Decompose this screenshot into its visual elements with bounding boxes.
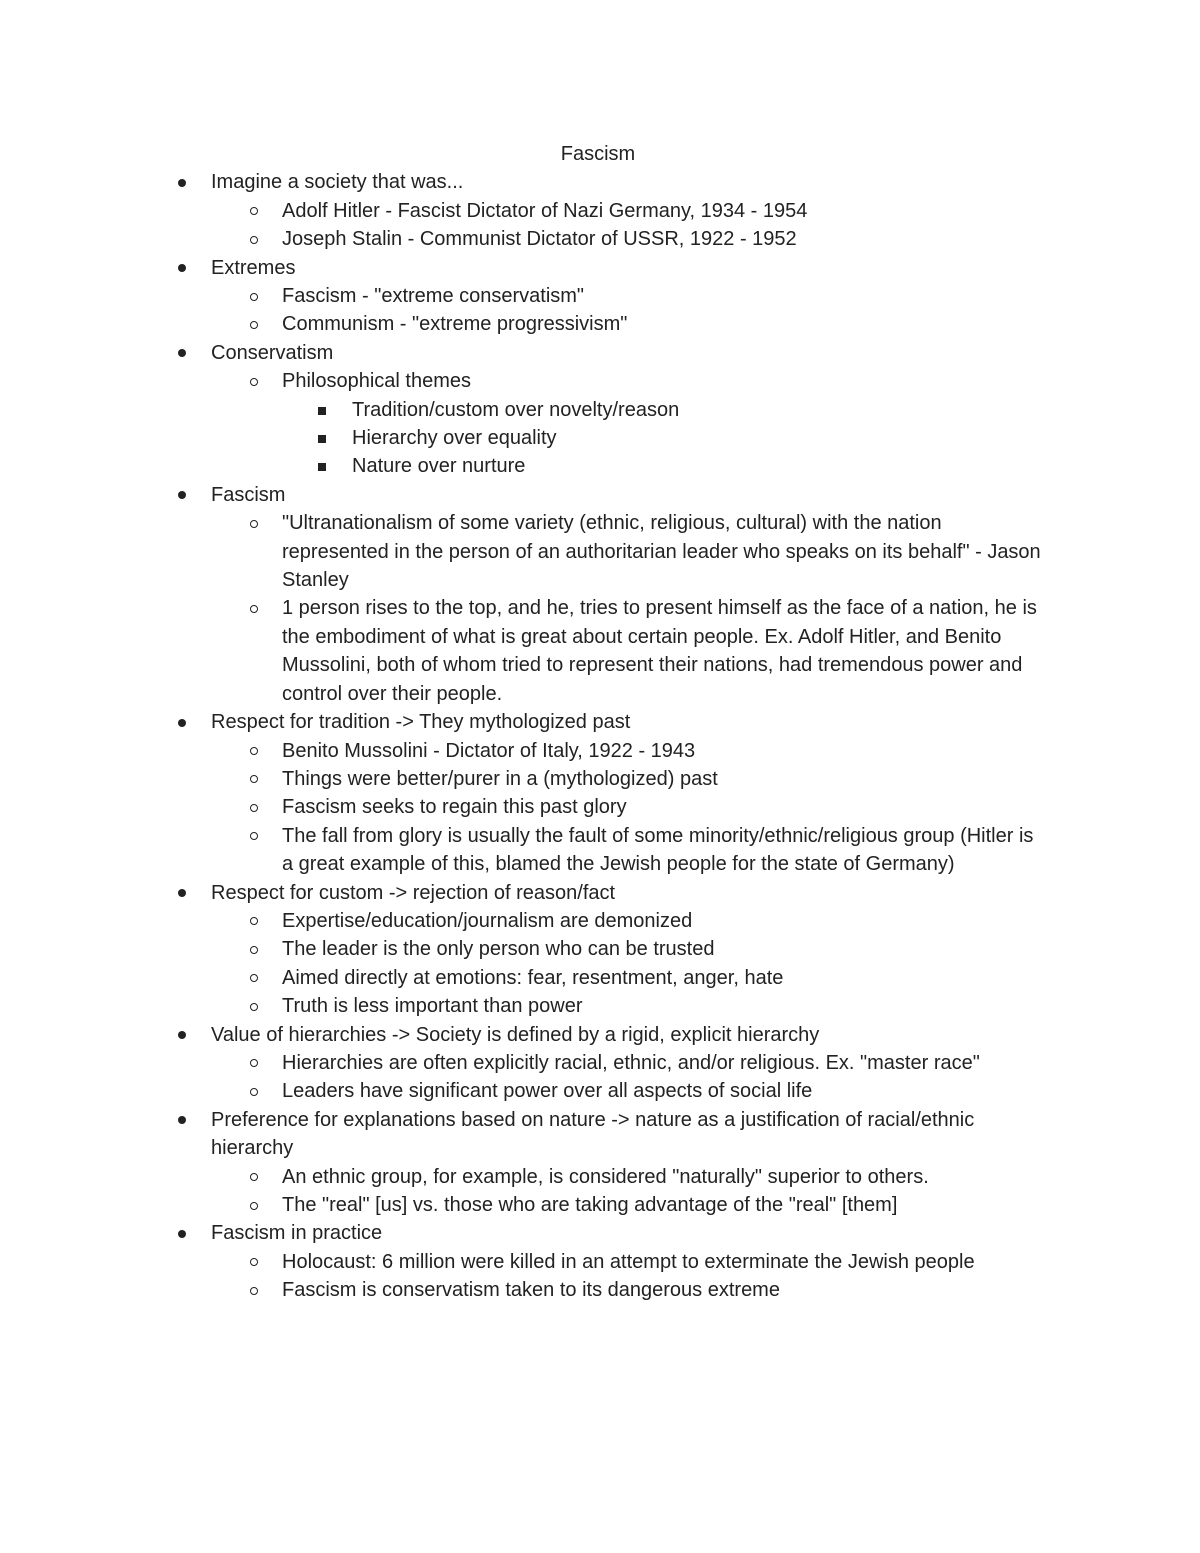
list-item-text: Adolf Hitler - Fascist Dictator of Nazi Germany, 1934 - 1954 xyxy=(282,199,808,222)
list-item-text: Things were better/purer in a (mythologized) past xyxy=(282,767,718,790)
hollow-bullet-icon xyxy=(250,1287,258,1295)
page-title: Fascism xyxy=(560,143,636,165)
filled-bullet-icon xyxy=(178,889,186,897)
hollow-bullet-icon xyxy=(250,1202,258,1210)
list-item-level-2 xyxy=(0,367,1046,395)
list-item-level-2 xyxy=(0,907,1046,935)
list-item-text: Aimed directly at emotions: fear, resentment, anger, hate xyxy=(282,966,784,989)
list-item-text: Hierarchy over equality xyxy=(352,427,557,450)
list-item-level-2 xyxy=(0,1248,1046,1276)
list-item-level-2 xyxy=(0,282,1046,310)
hollow-bullet-icon xyxy=(250,321,258,329)
hollow-bullet-icon xyxy=(250,946,258,954)
list-item-level-2 xyxy=(0,964,1046,992)
list-item-text: Fascism in practice xyxy=(211,1222,383,1245)
hollow-bullet-icon xyxy=(250,1173,258,1181)
square-bullet-icon xyxy=(318,463,326,471)
list-item-level-2 xyxy=(0,1191,1046,1219)
list-item-level-2 xyxy=(0,765,1046,793)
list-item-level-2 xyxy=(0,737,1046,765)
list-item-text: Extremes xyxy=(211,256,296,279)
hollow-bullet-icon xyxy=(250,1003,258,1011)
list-item-text: Hierarchies are often explicitly racial, ethnic, and/or religious. Ex. "master race" xyxy=(282,1051,980,1074)
list-item-text: The "real" [us] vs. those who are taking advantage of the "real" [them] xyxy=(282,1194,898,1217)
filled-bullet-icon xyxy=(178,719,186,727)
list-item-text: Imagine a society that was... xyxy=(211,171,464,194)
hollow-bullet-icon xyxy=(250,207,258,215)
list-item-level-1 xyxy=(0,1021,1046,1049)
list-item-text: Leaders have significant power over all aspects of social life xyxy=(282,1080,813,1103)
hollow-bullet-icon xyxy=(250,832,258,840)
list-item-text: Holocaust: 6 million were killed in an attempt to exterminate the Jewish people xyxy=(282,1250,975,1273)
list-item-level-2 xyxy=(0,793,1046,821)
list-item-text: Tradition/custom over novelty/reason xyxy=(352,398,680,421)
list-item-level-2 xyxy=(0,509,1046,594)
hollow-bullet-icon xyxy=(250,293,258,301)
list-item-level-2 xyxy=(0,1049,1046,1077)
hollow-bullet-icon xyxy=(250,974,258,982)
list-item-text: Communism - "extreme progressivism" xyxy=(282,313,628,336)
list-item-level-2 xyxy=(0,1077,1046,1105)
filled-bullet-icon xyxy=(178,491,186,499)
hollow-bullet-icon xyxy=(250,747,258,755)
list-item-text: 1 person rises to the top, and he, tries to present himself as the face of a nation, he is the embodiment of what is great about certain people. Ex. Adolf Hitler, and Benito Mussolini, both of whom tried to represent their nations, had tremendous power and control over their people. xyxy=(282,597,1037,705)
list-item-text: Philosophical themes xyxy=(282,370,471,393)
hollow-bullet-icon xyxy=(250,804,258,812)
list-item-level-2 xyxy=(0,992,1046,1020)
list-item-text: The leader is the only person who can be trusted xyxy=(282,938,715,961)
list-item-text: Truth is less important than power xyxy=(282,995,583,1018)
list-item-text: Expertise/education/journalism are demonized xyxy=(282,909,693,932)
list-item-text: Respect for tradition -> They mythologized past xyxy=(211,711,631,734)
list-item-level-1 xyxy=(0,708,1046,736)
list-item-level-1 xyxy=(0,339,1046,367)
list-item-level-1 xyxy=(0,1219,1046,1247)
square-bullet-icon xyxy=(318,407,326,415)
list-item-text: Joseph Stalin - Communist Dictator of USSR, 1922 - 1952 xyxy=(282,228,797,251)
hollow-bullet-icon xyxy=(250,378,258,386)
list-item-text: An ethnic group, for example, is considered "naturally" superior to others. xyxy=(282,1165,929,1188)
list-item-level-2 xyxy=(0,935,1046,963)
filled-bullet-icon xyxy=(178,1230,186,1238)
list-item-level-1 xyxy=(0,879,1046,907)
list-item-text: Fascism is conservatism taken to its dangerous extreme xyxy=(282,1279,780,1302)
filled-bullet-icon xyxy=(178,1031,186,1039)
hollow-bullet-icon xyxy=(250,1088,258,1096)
hollow-bullet-icon xyxy=(250,1258,258,1266)
list-item-level-1 xyxy=(0,481,1046,509)
list-item-level-2 xyxy=(0,594,1046,708)
hollow-bullet-icon xyxy=(250,1059,258,1067)
list-item-level-3 xyxy=(0,424,1046,452)
list-item-level-2 xyxy=(0,822,1046,879)
list-item-level-1 xyxy=(0,254,1046,282)
hollow-bullet-icon xyxy=(250,520,258,528)
list-item-level-2 xyxy=(0,1276,1046,1304)
list-item-text: Nature over nurture xyxy=(352,455,526,478)
list-item-level-2 xyxy=(0,310,1046,338)
list-item-text: Respect for custom -> rejection of reason/fact xyxy=(211,881,616,904)
filled-bullet-icon xyxy=(178,1116,186,1124)
list-item-level-3 xyxy=(0,452,1046,480)
list-item-text: Fascism - "extreme conservatism" xyxy=(282,285,585,308)
hollow-bullet-icon xyxy=(250,917,258,925)
list-item-level-1 xyxy=(0,168,1046,196)
list-item-text: Value of hierarchies -> Society is defined by a rigid, explicit hierarchy xyxy=(211,1023,820,1046)
list-item-level-1 xyxy=(0,1106,1046,1163)
filled-bullet-icon xyxy=(178,264,186,272)
list-item-text: The fall from glory is usually the fault of some minority/ethnic/religious group (Hitler is a great example of this, blamed the Jewish people for the state of Germany) xyxy=(282,824,1034,876)
list-item-text: Benito Mussolini - Dictator of Italy, 1922 - 1943 xyxy=(282,739,696,762)
filled-bullet-icon xyxy=(178,179,186,187)
filled-bullet-icon xyxy=(178,349,186,357)
bullet-list xyxy=(0,168,1200,1304)
list-item-level-2 xyxy=(0,225,1046,253)
hollow-bullet-icon xyxy=(250,775,258,783)
list-item-text: Fascism seeks to regain this past glory xyxy=(282,796,627,819)
list-item-level-2 xyxy=(0,197,1046,225)
list-item-text: "Ultranationalism of some variety (ethnic, religious, cultural) with the nation represented in the person of an authoritarian leader who speaks on its behalf" - Jason Stanley xyxy=(282,512,1041,592)
list-item-text: Conservatism xyxy=(211,341,334,364)
list-item-text: Fascism xyxy=(211,483,286,506)
square-bullet-icon xyxy=(318,435,326,443)
hollow-bullet-icon xyxy=(250,605,258,613)
list-item-level-3 xyxy=(0,396,1046,424)
list-item-text: Preference for explanations based on nature -> nature as a justification of racial/ethnic hierarchy xyxy=(211,1108,975,1160)
hollow-bullet-icon xyxy=(250,236,258,244)
list-item-level-2 xyxy=(0,1163,1046,1191)
